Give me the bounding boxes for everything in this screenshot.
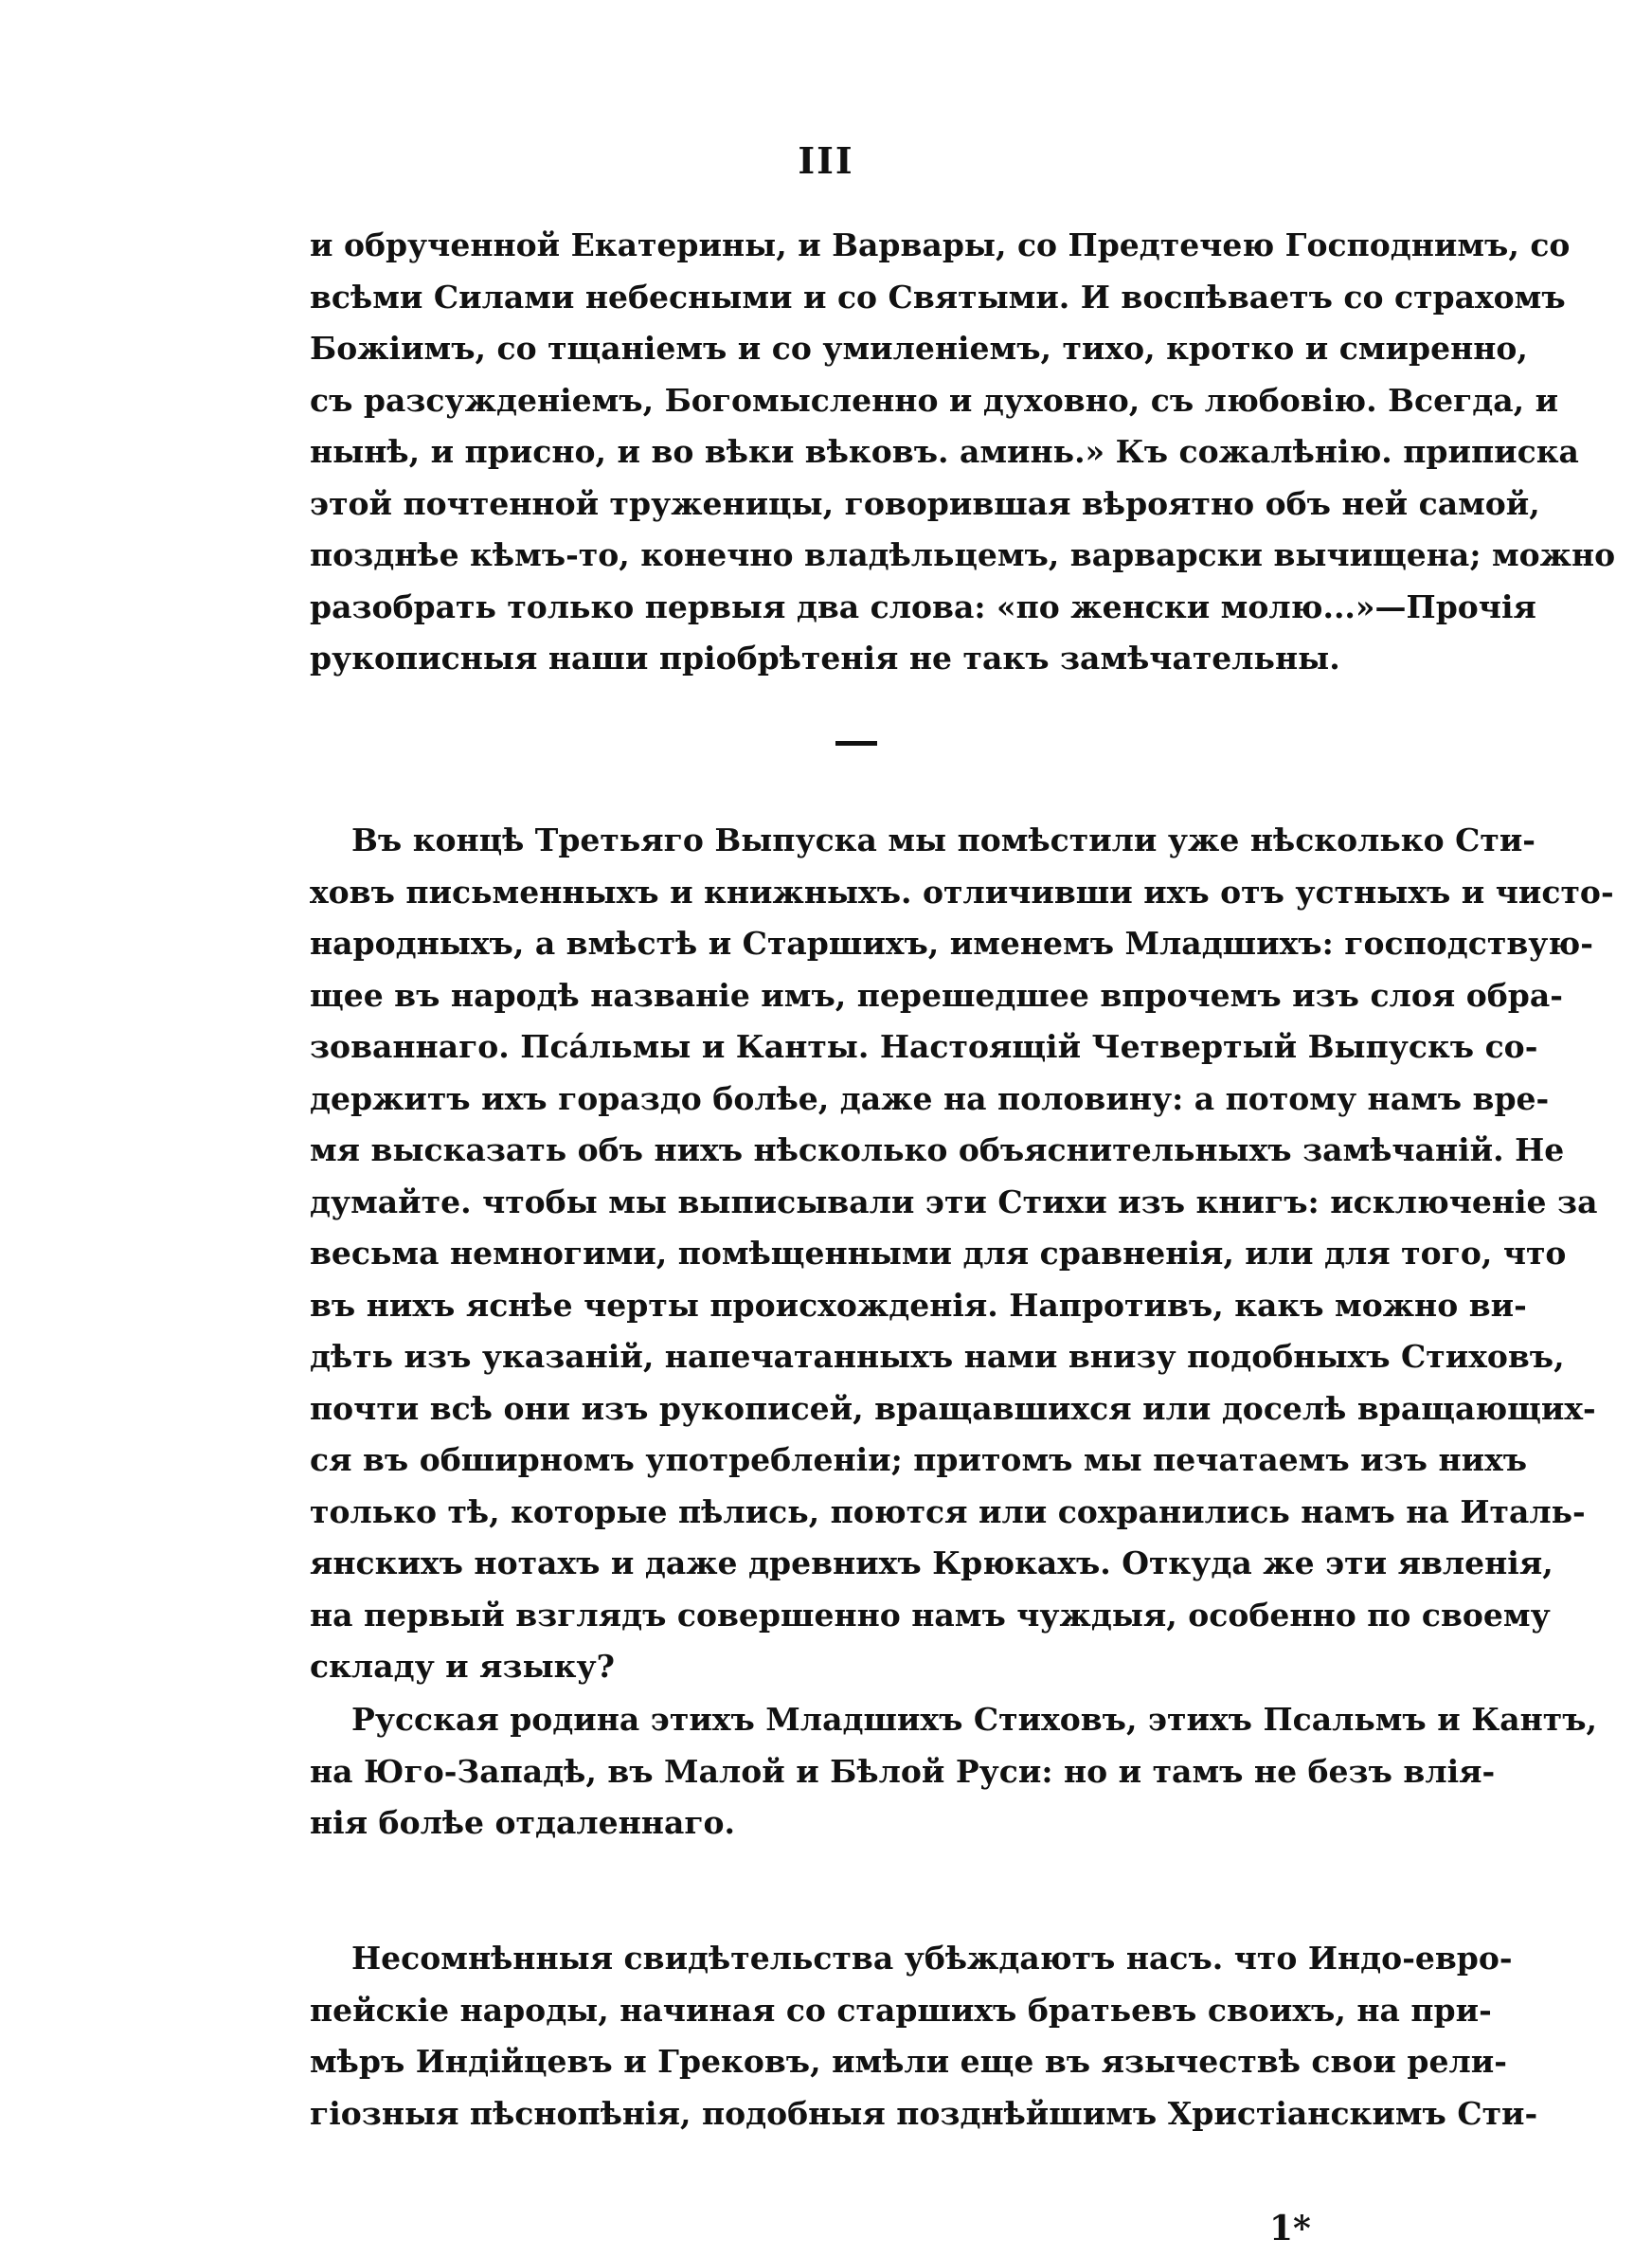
text-line: щее въ народѣ названіе имъ, перешедшее впрочемъ изъ слоя обра- — [310, 976, 1563, 1014]
text-line: мѣръ Индійцевъ и Грековъ, имѣли еще въ язычествѣ свои рели- — [310, 2043, 1507, 2080]
text-line: дѣть изъ указаній, напечатанныхъ нами внизу подобныхъ Стиховъ, — [310, 1338, 1565, 1375]
text-line: этой почтенной труженицы, говорившая вѣроятно объ ней самой, — [310, 484, 1540, 522]
text-line: почти всѣ они изъ рукописей, вращавшихся или доселѣ вращающих- — [310, 1389, 1596, 1427]
paragraph-3 — [310, 1694, 1598, 1850]
text-line: думайте. чтобы мы выписывали эти Стихи изъ книгъ: исключеніе за — [310, 1183, 1598, 1220]
text-line: зованнаго. Псáльмы и Канты. Настоящій Четвертый Выпускъ со- — [310, 1028, 1538, 1065]
paragraph-2 — [310, 815, 1614, 1693]
text-line: пейскіе народы, начиная со старшихъ братьевъ своихъ, на при- — [310, 1991, 1492, 2029]
text-line: ховъ письменныхъ и книжныхъ. отличивши ихъ отъ устныхъ и чисто- — [310, 873, 1614, 911]
text-line: всѣми Силами небесными и со Святыми. И воспѣваетъ со страхомъ — [310, 278, 1566, 316]
text-line: и обрученной Екатерины, и Варвары, со Предтечею Господнимъ, со — [310, 226, 1571, 263]
text-line: мя высказать объ нихъ нѣсколько объяснительныхъ замѣчаній. Не — [310, 1131, 1565, 1168]
text-line: нынѣ, и присно, и во вѣки вѣковъ. аминь.» Къ сожалѣнію. приписка — [310, 433, 1579, 470]
text-line: Несомнѣнныя свидѣтельства убѣждаютъ насъ. что Индо-евро- — [351, 1940, 1513, 1977]
text-line: только тѣ, которые пѣлись, поются или сохранились намъ на Италь- — [310, 1492, 1586, 1530]
text-line: ся въ обширномъ употребленіи; притомъ мы печатаемъ изъ нихъ — [310, 1441, 1528, 1478]
text-line: разобрать только первыя два слова: «по женски молю...»—Прочія — [310, 587, 1536, 625]
text-line: Божіимъ, со тщаніемъ и со умиленіемъ, тихо, кротко и смиренно, — [310, 330, 1528, 367]
text-line: складу и языку? — [310, 1648, 615, 1685]
text-line: позднѣе кѣмъ-то, конечно владѣльцемъ, варварски вычищена; можно — [310, 536, 1616, 573]
text-line: держитъ ихъ гораздо болѣе, даже на половину: а потому намъ вре- — [310, 1079, 1550, 1117]
paragraph-1 — [310, 220, 1616, 685]
text-line: народныхъ, а вмѣстѣ и Старшихъ, именемъ Младшихъ: господствую- — [310, 925, 1593, 962]
text-line: на первый взглядъ совершенно намъ чуждыя, особенно по своему — [310, 1596, 1551, 1634]
text-line: янскихъ нотахъ и даже древнихъ Крюкахъ. Откуда же эти явленія, — [310, 1544, 1553, 1581]
text-line: въ нихъ яснѣе черты происхожденія. Напротивъ, какъ можно ви- — [310, 1286, 1527, 1324]
text-line: съ разсужденіемъ, Богомысленно и духовно, съ любовію. Всегда, и — [310, 381, 1559, 419]
page-number: III — [798, 139, 854, 182]
text-line: гіозныя пѣснопѣнія, подобныя позднѣйшимъ Христіанскимъ Сти- — [310, 2094, 1538, 2132]
text-line: Русская родина этихъ Младшихъ Стиховъ, этихъ Псальмъ и Кантъ, — [351, 1701, 1598, 1738]
text-line: рукописныя наши пріобрѣтенія не такъ замѣчательны. — [310, 640, 1340, 677]
section-divider — [835, 741, 877, 746]
signature-mark: 1* — [1269, 2209, 1311, 2248]
paragraph-4 — [310, 1933, 1538, 2140]
text-line: весьма немногими, помѣщенными для сравненія, или для того, что — [310, 1235, 1567, 1272]
text-line: нія болѣе отдаленнаго. — [310, 1804, 736, 1841]
text-line: Въ концѣ Третьяго Выпуска мы помѣстили уже нѣсколько Сти- — [351, 822, 1536, 858]
text-line: на Юго-Западѣ, въ Малой и Бѣлой Руси: но и тамъ не безъ влія- — [310, 1752, 1496, 1790]
